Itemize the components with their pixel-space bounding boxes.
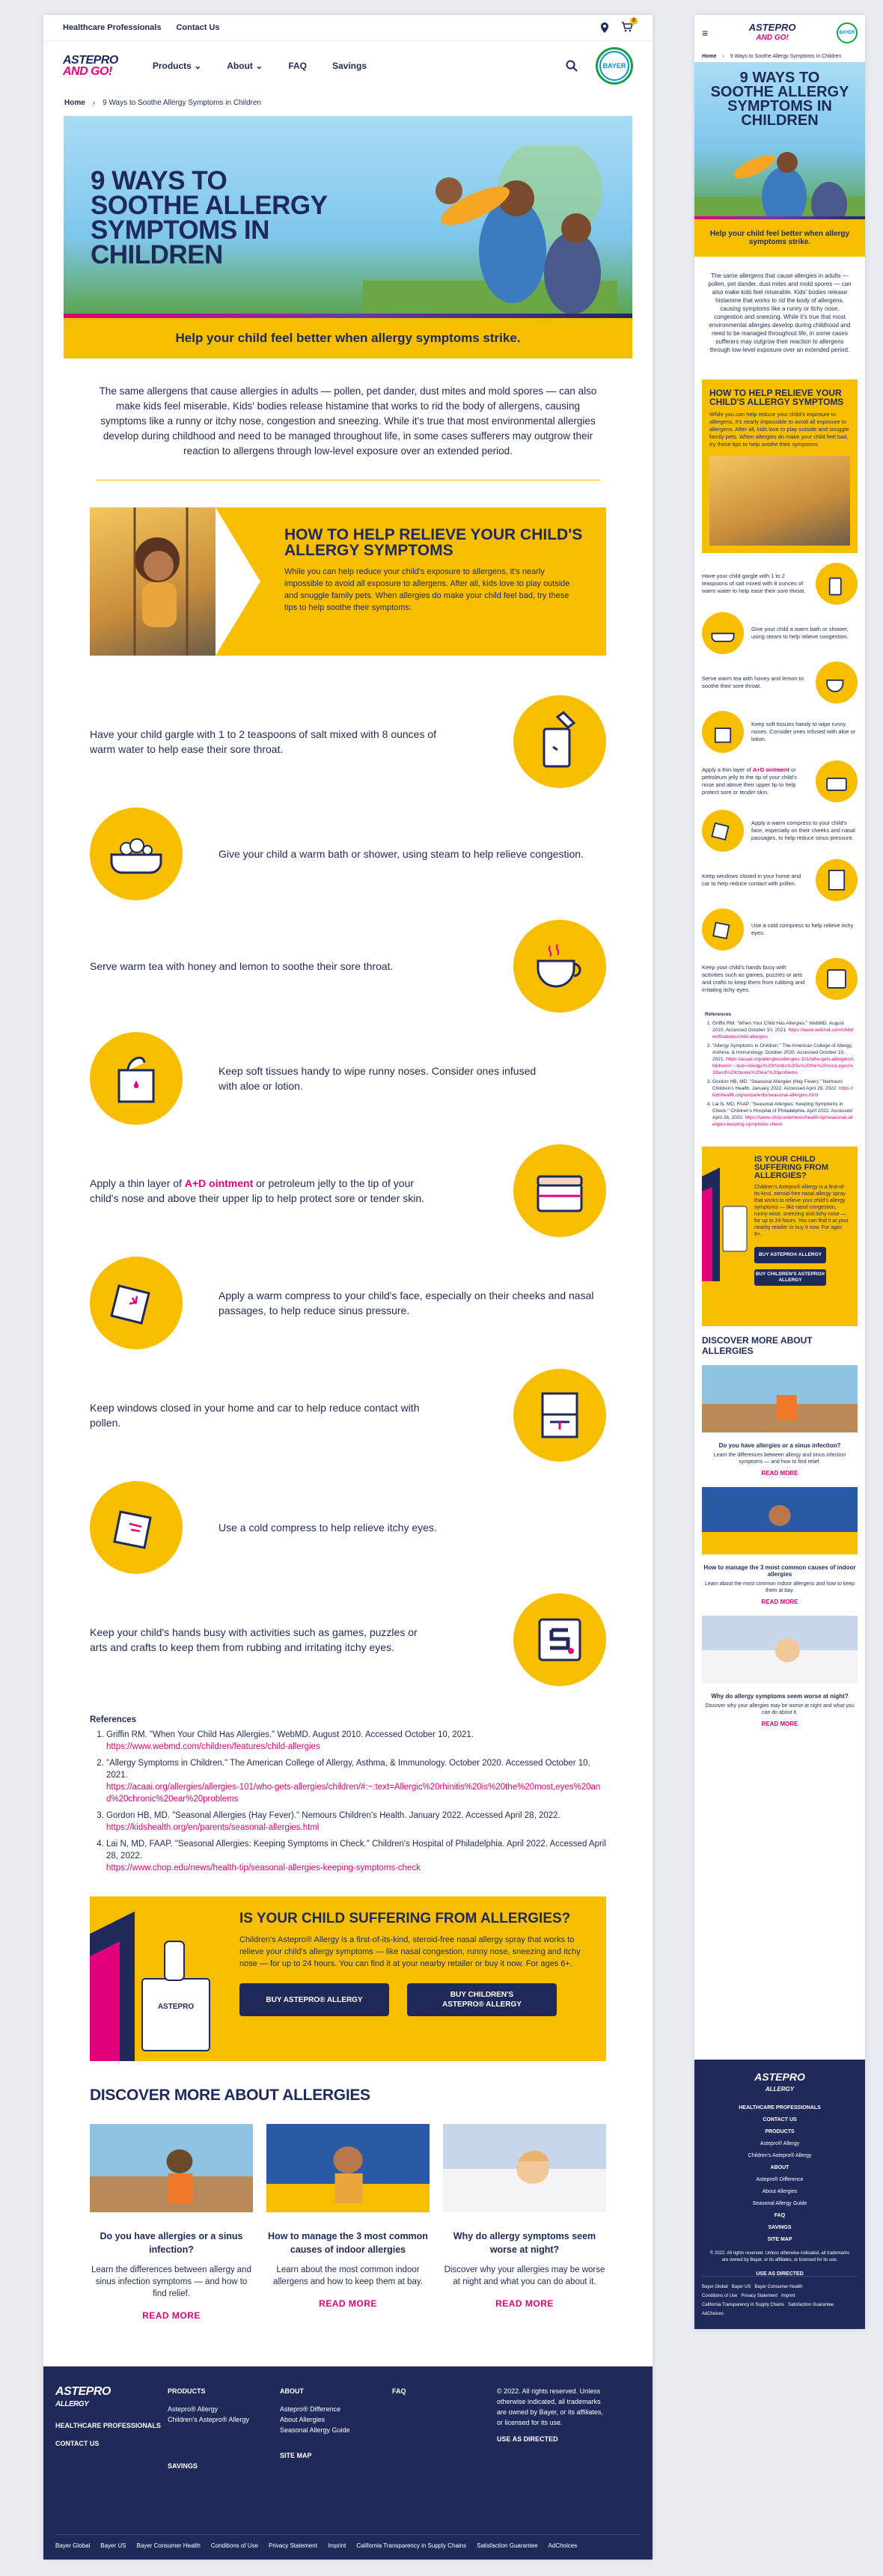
tip-text: Give your child a warm bath or shower, using steam to help relieve congestion.: [751, 626, 849, 640]
chevron-down-icon: ⌄: [194, 60, 202, 71]
footer-link[interactable]: Children's Astepro® Allergy: [748, 2153, 812, 2158]
tip-item: [702, 608, 858, 658]
reference-link[interactable]: https://acaai.org/allergies/allergies-101/who-gets-allergies/children/#:~:text=Allergic%20rhinitis%20is%20the%20most,eyes%20and%20chronic%20ear%20problems: [106, 1783, 601, 1804]
article-body: Learn about the most common indoor allergens and how to keep them at bay.: [704, 1581, 855, 1593]
tip-item: [702, 905, 858, 954]
mobile-promo-body: Children's Astepro® Allergy is a first-of-its-kind, steroid-free nasal allergy spray that works to relieve your child's allergy symptoms — like nasal congestion, runny nose, sneezing and itchy nose — for up to 24 hours. You can find it at your nearby retailer or buy it now. For ages 6+.: [754, 1185, 849, 1237]
tip-item: [90, 1471, 606, 1584]
footer-bottom-link[interactable]: Conditions of Use: [702, 2294, 738, 2298]
search-icon[interactable]: [566, 60, 578, 72]
article-title[interactable]: How to manage the 3 most common causes of indoor allergies: [268, 2231, 428, 2255]
tip-text: Give your child a warm bath or shower, using steam to help relieve congestion.: [219, 848, 584, 860]
page-title: 9 WAYS TO SOOTHE ALLERGY SYMPTOMS IN CHILDREN: [91, 166, 327, 269]
bath-icon: [90, 808, 183, 900]
article-image-night: [443, 2124, 606, 2212]
contact-link[interactable]: Contact Us: [176, 23, 220, 32]
footer-bottom-link[interactable]: California Transparency in Supply Chains: [702, 2303, 785, 2307]
article-title[interactable]: Why do allergy symptoms seem worse at night?: [711, 1693, 849, 1700]
footer-use-as-directed: USE AS DIRECTED: [497, 2435, 558, 2443]
read-more-link[interactable]: READ MORE: [761, 1721, 798, 1727]
article-card[interactable]: [694, 1616, 865, 1738]
article-body: Learn the differences between allergy and sinus infection symptoms — and how to find relief.: [91, 2265, 251, 2298]
footer-contact-link[interactable]: CONTACT US: [55, 2440, 100, 2447]
footer-products[interactable]: PRODUCTS: [168, 2387, 206, 2395]
article-body: Learn the differences between allergy and sinus infection symptoms — and how to find relief.: [713, 1453, 846, 1465]
tip-item: [90, 1135, 606, 1247]
footer-link[interactable]: Astepro® Allergy: [760, 2141, 800, 2146]
mobile-page: [694, 15, 865, 2329]
article-card[interactable]: [694, 1365, 865, 1487]
read-more-link[interactable]: READ MORE: [761, 1470, 798, 1477]
article-title[interactable]: Do you have allergies or a sinus infection?: [718, 1442, 841, 1449]
mobile-child-swing-photo: [709, 456, 850, 546]
buy-childrens-astepro-button[interactable]: BUY CHILDREN'S ASTEPRO® ALLERGY: [754, 1269, 826, 1286]
mobile-breadcrumb: [694, 51, 865, 62]
footer-bottom-link[interactable]: Bayer US: [731, 2285, 751, 2289]
read-more-link[interactable]: READ MORE: [761, 1599, 798, 1605]
breadcrumb-home[interactable]: Home: [702, 54, 717, 59]
mobile-hero-photo: [694, 137, 865, 219]
help-text-panel: [216, 507, 606, 656]
read-more-link[interactable]: READ MORE: [495, 2298, 554, 2309]
footer-bottom-link[interactable]: Imprint: [781, 2294, 795, 2298]
footer-sitemap[interactable]: SITE MAP: [767, 2237, 792, 2242]
footer-link[interactable]: Seasonal Allergy Guide: [280, 2426, 350, 2434]
tip-text: Apply a warm compress to your child's face, especially on their cheeks and nasal passages, to help reduce sinus pressure.: [219, 1289, 594, 1316]
desktop-page: [43, 15, 653, 2560]
promo-banner: [90, 1896, 606, 2061]
reference-link[interactable]: https://www.chop.edu/news/health-tip/seasonal-allergies-keeping-symptoms-check: [106, 1864, 421, 1873]
footer-bottom-link[interactable]: Imprint: [327, 2542, 346, 2549]
intro-paragraph: The same allergens that cause allergies in adults — pollen, pet dander, dust mites and mold spores — can also make kids feel miserable. Kids' bodies release histamine that works to rid the body of allergens, causing symptoms like a runny or itchy nose, congestion and sneezing. While it's true that most environmental allergies develop during childhood and need to be managed throughout life, in some cases sufferers may outgrow their reaction to allergens through low-level exposure over an extended period.: [99, 385, 597, 457]
footer-hcp-link[interactable]: HEALTHCARE PROFESSIONALS: [55, 2422, 161, 2429]
mobile-help-body: While you can help reduce your child's exposure to allergens, it's nearly impossible to avoid all exposure to allergens. After all, kids love to play outside and snuggle family pets. When allergies do make your child feel bad, try these tips to help soothe their symptoms:: [709, 411, 849, 448]
footer-link[interactable]: Children's Astepro® Allergy: [168, 2416, 249, 2423]
buy-astepro-button[interactable]: BUY ASTEPRO® ALLERGY: [754, 1247, 826, 1263]
tip-text: Keep soft tissues handy to wipe runny noses. Consider ones infused with aloe or lotion.: [219, 1065, 537, 1092]
main-nav: [43, 40, 653, 90]
nav-products[interactable]: Products ⌄: [152, 60, 202, 71]
tip-text: Keep soft tissues handy to wipe runny noses. Consider ones infused with aloe or lotion.: [751, 721, 856, 742]
reference-link[interactable]: https://acaai.org/allergies/allergies-101/who-gets-allergies/children/#:~:text=Allergic%20rhinitis%20is%20the%20most,eyes%20and%20chronic%20ear%20problems: [712, 1057, 854, 1075]
article-title[interactable]: Do you have allergies or a sinus infection?: [100, 2231, 243, 2255]
tip-text: Keep your child's hands busy with activities such as games, puzzles or arts and crafts to keep them from rubbing and irritating itchy eyes.: [702, 964, 805, 993]
tip-text: Have your child gargle with 1 to 2 teaspoons of salt mixed with 8 ounces of warm water to help ease their sore throat.: [702, 573, 806, 594]
article-body: Discover why your allergies may be worse at night and what you can do about it.: [705, 1703, 855, 1715]
ointment-jar-icon: [513, 1144, 606, 1237]
discover-title: DISCOVER MORE ABOUT ALLERGIES: [90, 2087, 370, 2104]
mobile-logo[interactable]: ASTEPRO AND GO!: [748, 22, 796, 42]
breadcrumb-home[interactable]: Home: [64, 99, 85, 107]
footer-bottom-link[interactable]: California Transparency in Supply Chains: [356, 2542, 467, 2549]
utility-bar: [43, 15, 653, 40]
footer-sitemap[interactable]: SITE MAP: [280, 2452, 312, 2459]
tip-item: [702, 954, 858, 1004]
tips-list: [90, 686, 606, 1696]
mobile-product-image: [702, 1162, 750, 1281]
mobile-help-section: [702, 379, 858, 553]
footer-copyright: © 2022. All rights reserved. Unless otherwise indicated, all trademarks are owned by Bayer, or its affiliates, or licensed for its use.: [709, 2251, 850, 2262]
footer-link[interactable]: Astepro® Difference: [756, 2177, 804, 2182]
reference-item: 1. Griffin RM. "When Your Child Has Allergies." WebMD. August 2010. Accessed October 10, 2021. https://www.webmd.com/children/features/child-allergies: [712, 1020, 855, 1040]
ad-ointment-link[interactable]: A+D ointment: [184, 1177, 254, 1189]
hero-subtitle-band: Help your child feel better when allergy symptoms strike.: [64, 318, 632, 358]
astepro-logo[interactable]: ASTEPRO AND GO!: [63, 53, 118, 78]
promo-body: Children's Astepro® Allergy is a first-of-its-kind, steroid-free nasal allergy spray that works to relieve your child's allergy symptoms — like nasal congestion, runny nose, sneezing and itchy nose — for up to 24 hours. You can find it at your nearby retailer or buy it now. For ages 6+.: [239, 1935, 581, 1968]
breadcrumb-separator: ›: [92, 99, 96, 107]
references-title: References: [90, 1715, 137, 1724]
reference-item: 3. Gordon HB, MD. "Seasonal Allergies (Hay Fever)." Nemours Children's Health. January 2022. Accessed April 28, 2022. https://kidshealth.org/en/parents/seasonal-allergies.html: [712, 1078, 855, 1099]
mobile-tips-list: [694, 553, 865, 1004]
tip-item: [702, 757, 858, 806]
promo-title: IS YOUR CHILD SUFFERING FROM ALLERGIES?: [239, 1911, 571, 1926]
bayer-logo[interactable]: BAYER: [596, 47, 633, 85]
window-icon: [513, 1369, 606, 1462]
board-game-icon: [816, 958, 858, 1000]
tip-item: [702, 707, 858, 757]
article-image-sinus: [702, 1365, 858, 1432]
mobile-subtitle-band: Help your child feel better when allergy symptoms strike.: [694, 219, 865, 257]
article-body: Discover why your allergies may be worse at night and what you can do about it.: [444, 2265, 605, 2286]
footer-bottom-link[interactable]: Bayer US: [100, 2542, 126, 2549]
hero-family-photo: [363, 146, 617, 318]
help-section: [90, 507, 606, 656]
hamburger-menu-icon[interactable]: ≡: [702, 27, 709, 39]
window-icon: [816, 859, 858, 901]
discover-section: [90, 2087, 606, 2321]
footer-logo[interactable]: ASTEPRO ALLERGY: [754, 2071, 805, 2093]
tip-item: [702, 559, 858, 608]
mobile-promo-title: IS YOUR CHILD SUFFERING FROM ALLERGIES?: [754, 1155, 828, 1180]
mobile-help-title: HOW TO HELP RELIEVE YOUR CHILD'S ALLERGY SYMPTOMS: [709, 388, 844, 407]
hero-banner: [64, 116, 632, 318]
article-image-indoor: [266, 2124, 430, 2212]
article-card[interactable]: [694, 1487, 865, 1616]
footer-faq[interactable]: FAQ: [774, 2213, 786, 2218]
article-card[interactable]: [90, 2124, 253, 2321]
footer-link[interactable]: Astepro® Difference: [280, 2405, 341, 2413]
article-body: Learn about the most common indoor allergens and how to keep them at bay.: [273, 2265, 423, 2286]
mobile-header: [694, 15, 865, 51]
reference-link[interactable]: https://www.webmd.com/children/features/child-allergies: [106, 1742, 320, 1751]
tea-cup-icon: [816, 662, 858, 703]
mobile-references: [694, 1004, 865, 1138]
tip-text: Serve warm tea with honey and lemon to soothe their sore throat.: [702, 675, 804, 689]
footer-bottom-link[interactable]: AdChoices: [548, 2542, 578, 2549]
footer-bottom-link[interactable]: AdChoices: [702, 2312, 724, 2316]
buy-astepro-button[interactable]: BUY ASTEPRO® ALLERGY: [239, 1983, 389, 2016]
mobile-page-title: 9 WAYS TO SOOTHE ALLERGY SYMPTOMS IN CHILDREN: [710, 70, 849, 129]
footer-bottom-links: [702, 2276, 858, 2319]
salt-glass-icon: [816, 563, 858, 605]
footer-logo[interactable]: ASTEPRO ALLERGY: [55, 2385, 111, 2408]
warm-compress-icon: [90, 1257, 183, 1349]
footer-about[interactable]: ABOUT: [770, 2165, 789, 2170]
tip-item: [90, 910, 606, 1022]
mobile-intro: The same allergens that cause allergies in adults — pollen, pet dander, dust mites and mold spores — can also make kids feel miserable. Kids' bodies release histamine that works to rid the body of allergens, causing symptoms like a runny or itchy nose, congestion and sneezing. While it's true that most environmental allergies develop during childhood and need to be managed throughout life, in some cases sufferers may outgrow their reaction to allergens through low-level exposure over an extended period.: [708, 272, 852, 353]
mobile-hero: [694, 62, 865, 219]
mobile-footer: [694, 2060, 865, 2329]
tissue-box-icon: [702, 711, 744, 753]
cart-count-badge: 0: [630, 17, 638, 25]
tip-item: [702, 806, 858, 855]
tip-item: [702, 855, 858, 905]
footer-about[interactable]: ABOUT: [280, 2387, 304, 2395]
tip-item: [90, 1022, 606, 1135]
product-label: ASTEPRO: [157, 2003, 195, 2011]
cart-icon[interactable]: [621, 17, 635, 34]
references: [90, 1714, 606, 1874]
footer-bottom-links: [55, 2534, 641, 2549]
tip-text: Keep your child's hands busy with activities such as games, puzzles or arts and crafts to keep them from rubbing and irritating itchy eyes.: [90, 1626, 418, 1653]
mobile-bayer-logo[interactable]: BAYER: [837, 22, 858, 43]
ointment-jar-icon: [816, 760, 858, 802]
mobile-discover: [694, 1326, 865, 1738]
tip-text: Apply a thin layer of A+D ointment or petroleum jelly to the tip of your child's nose and above their upper lip to help protect sore or tender skin.: [90, 1177, 425, 1204]
tip-item: [90, 1584, 606, 1696]
reference-link[interactable]: https://kidshealth.org/en/parents/seasonal-allergies.html: [106, 1823, 320, 1832]
nav-faq[interactable]: FAQ: [288, 60, 307, 71]
footer-link[interactable]: Astepro® Allergy: [168, 2405, 219, 2413]
tip-text: Keep windows closed in your home and car to help reduce contact with pollen.: [702, 873, 801, 887]
tip-text: Use a cold compress to help relieve itchy eyes.: [751, 922, 854, 936]
tip-text: Serve warm tea with honey and lemon to soothe their sore throat.: [90, 960, 394, 972]
tip-item: [90, 798, 606, 910]
footer-faq[interactable]: FAQ: [392, 2387, 406, 2395]
reference-link[interactable]: https://kidshealth.org/en/parents/seasonal-allergies.html: [712, 1086, 854, 1098]
hcp-link[interactable]: Healthcare Professionals: [63, 23, 162, 32]
footer-bottom-link[interactable]: Bayer Global: [55, 2542, 91, 2549]
footer-link[interactable]: Seasonal Allergy Guide: [752, 2201, 807, 2206]
article-card[interactable]: [266, 2124, 430, 2321]
tip-text: Keep windows closed in your home and car to help reduce contact with pollen.: [90, 1402, 420, 1429]
footer-bottom-link[interactable]: Bayer Consumer Health: [754, 2285, 803, 2289]
tip-item: [90, 1247, 606, 1359]
reference-item: 2. "Allergy Symptoms in Children." The American College of Allergy, Asthma, & Immunology. October 2020. Accessed October 10, 2021. https://acaai.org/allergies/allergies-101/who-gets-allergies/children/#:~:text=Allergic%20rhinitis%20is%20the%20most,eyes%20and%20chronic%20ear%20problems: [106, 1757, 606, 1805]
reference-item: 4. Lai N, MD, FAAP. "Seasonal Allergies: Keeping Symptoms in Check." Children's Hospital of Philadelphia. April 2022. Accessed April 28, 2022. https://www.chop.edu/news/health-tip/seasonal-allergies-keeping-symptoms-check: [712, 1101, 855, 1128]
article-title[interactable]: Why do allergy symptoms seem worse at night?: [453, 2231, 596, 2255]
reference-item: 3. Gordon HB, MD. "Seasonal Allergies (Hay Fever)." Nemours Children's Health. January 2022. Accessed April 28, 2022. https://kidshealth.org/en/parents/seasonal-allergies.html: [106, 1810, 606, 1834]
article-title[interactable]: How to manage the 3 most common causes of indoor allergies: [703, 1564, 856, 1578]
references-title: References: [705, 1012, 732, 1017]
help-body: While you can help reduce your child's exposure to allergens, it's nearly impossible to avoid all exposure to allergens. After all, kids love to play outside and snuggle family pets. When allergies do make your child feel bad, try these tips to help soothe their symptoms:: [284, 567, 570, 612]
footer-hcp-link[interactable]: HEALTHCARE PROFESSIONALS: [739, 2105, 821, 2110]
reference-item: 2. "Allergy Symptoms in Children." The American College of Allergy, Asthma, & Immunology. October 2020. Accessed October 10, 2021. https://acaai.org/allergies/allergies-101/who-gets-allergies/children/#:~:text=Allergic%20rhinitis%20is%20the%20most,eyes%20and%20chronic%20ear%20problems: [712, 1043, 855, 1076]
cold-compress-icon: [702, 909, 744, 950]
footer-link[interactable]: About Allergies: [762, 2189, 798, 2194]
tip-text: Use a cold compress to help relieve itchy eyes.: [219, 1522, 437, 1533]
article-card[interactable]: [443, 2124, 606, 2321]
reference-item: 4. Lai N, MD, FAAP. "Seasonal Allergies: Keeping Symptoms in Check." Children's Hospital of Philadelphia. April 2022. Accessed April 28, 2022. https://www.chop.edu/news/health-tip/seasonal-allergies-keeping-symptoms-check: [106, 1838, 606, 1874]
ad-ointment-link[interactable]: A+D ointment: [752, 766, 789, 773]
tip-text: Apply a warm compress to your child's face, especially on their cheeks and nasal passages, to help reduce sinus pressure.: [751, 820, 855, 841]
tip-text: Have your child gargle with 1 to 2 teaspoons of salt mixed with 8 ounces of warm water to help ease their sore throat.: [90, 728, 437, 755]
footer-bottom-link[interactable]: Bayer Global: [702, 2285, 728, 2289]
footer-bottom-link[interactable]: Bayer Consumer Health: [136, 2542, 201, 2549]
nav-about[interactable]: About ⌄: [227, 60, 263, 71]
footer-bottom-link[interactable]: Satisfaction Guarantee: [477, 2542, 538, 2549]
chevron-down-icon: ⌄: [255, 60, 263, 71]
breadcrumb-current: 9 Ways to Soothe Allergy Symptoms in Children: [730, 54, 842, 59]
tip-item: [90, 686, 606, 798]
tip-item: [90, 1359, 606, 1471]
article-image-night: [702, 1616, 858, 1683]
footer-bottom-link[interactable]: Privacy Statement: [269, 2542, 317, 2549]
article-image-indoor: [702, 1487, 858, 1554]
location-pin-icon[interactable]: [600, 22, 609, 33]
footer: [43, 2366, 653, 2560]
read-more-link[interactable]: READ MORE: [142, 2310, 201, 2321]
mobile-promo: [702, 1147, 858, 1326]
reference-link[interactable]: https://www.webmd.com/children/features/child-allergies: [712, 1028, 854, 1040]
footer-copyright: © 2022. All rights reserved. Unless otherwise indicated, all trademarks are owned by Bayer, or its affiliates, or licensed for its use.: [497, 2387, 603, 2426]
product-image: [90, 1896, 239, 2061]
hero-stripe: [64, 314, 632, 318]
buy-childrens-astepro-button[interactable]: BUY CHILDREN'S ASTEPRO® ALLERGY: [407, 1983, 557, 2016]
footer-link[interactable]: About Allergies: [280, 2416, 326, 2423]
tea-cup-icon: [513, 920, 606, 1013]
breadcrumb-separator: ›: [722, 54, 724, 59]
discover-title: DISCOVER MORE ABOUT ALLERGIES: [702, 1335, 813, 1356]
footer-bottom-link[interactable]: Satisfaction Guarantee: [788, 2303, 834, 2307]
tissue-box-icon: [90, 1032, 183, 1125]
tip-item: [702, 658, 858, 707]
footer-products[interactable]: PRODUCTS: [765, 2129, 795, 2134]
footer-contact-link[interactable]: CONTACT US: [763, 2117, 797, 2122]
breadcrumb: [43, 90, 653, 116]
cold-compress-icon: [90, 1481, 183, 1574]
footer-bottom-link[interactable]: Conditions of Use: [210, 2542, 259, 2549]
reference-item: 1. Griffin RM. "When Your Child Has Allergies." WebMD. August 2010. Accessed October 10, 2021. https://www.webmd.com/children/features/child-allergies: [106, 1729, 606, 1753]
nav-savings[interactable]: Savings: [332, 60, 367, 71]
breadcrumb-current: 9 Ways to Soothe Allergy Symptoms in Children: [103, 99, 262, 107]
salt-glass-icon: [513, 695, 606, 788]
footer-bottom-link[interactable]: Privacy Statement: [741, 2294, 778, 2298]
reference-link[interactable]: https://www.chop.edu/news/health-tip/seasonal-allergies-keeping-symptoms-check: [712, 1115, 853, 1127]
footer-savings[interactable]: SAVINGS: [768, 2225, 792, 2230]
article-image-sinus: [90, 2124, 253, 2212]
tip-text: Apply a thin layer of A+D ointment or petroleum jelly to the tip of your child's nose and above their upper lip to help protect sore or tender skin.: [702, 766, 797, 796]
read-more-link[interactable]: READ MORE: [319, 2298, 377, 2309]
child-swing-photo: [90, 507, 216, 656]
hero-stripe: [694, 216, 865, 219]
help-title: HOW TO HELP RELIEVE YOUR CHILD'S ALLERGY SYMPTOMS: [284, 526, 583, 559]
warm-compress-icon: [702, 810, 744, 852]
footer-savings[interactable]: SAVINGS: [168, 2462, 198, 2470]
footer-use-as-directed: USE AS DIRECTED: [756, 2271, 804, 2277]
bath-icon: [702, 612, 744, 654]
board-game-icon: [513, 1593, 606, 1686]
